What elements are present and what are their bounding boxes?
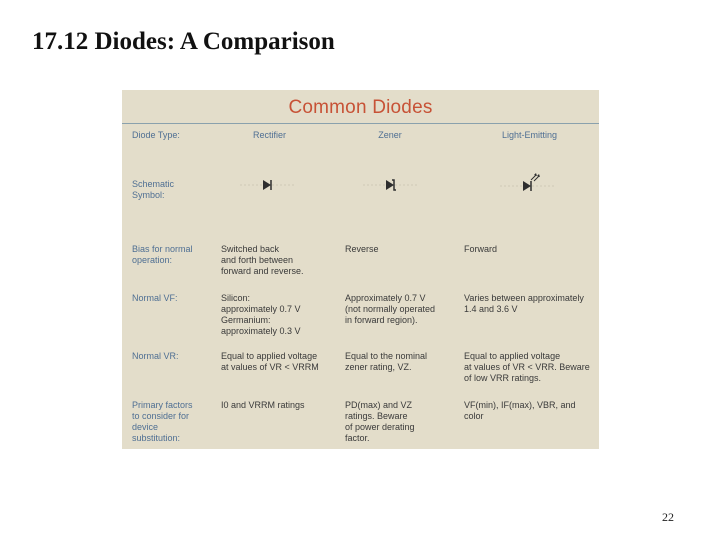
rectifier-vf: Silicon: approximately 0.7 V Germanium: approximately 0.3 V bbox=[221, 293, 301, 336]
rectifier-diode-symbol-icon bbox=[240, 177, 296, 193]
diode-type-label: Diode Type: bbox=[132, 130, 180, 140]
zener-bias: Reverse bbox=[345, 244, 379, 254]
figure-title: Common Diodes bbox=[288, 97, 433, 118]
page-number: 22 bbox=[662, 510, 674, 524]
title-divider bbox=[122, 123, 599, 124]
zener-vf: Approximately 0.7 V (not normally operated in forward region). bbox=[345, 293, 436, 325]
bias-label: Bias for normal operation: bbox=[132, 244, 193, 265]
rectifier-bias: Switched back and forth between forward and reverse. bbox=[221, 244, 304, 276]
factors-label: Primary factors to consider for device substitution: bbox=[132, 400, 193, 443]
zener-diode-symbol-icon bbox=[363, 177, 419, 193]
led-bias: Forward bbox=[464, 244, 498, 254]
zener-factors: PD(max) and VZ ratings. Beware of power derating factor. bbox=[345, 400, 415, 443]
rectifier-factors: I0 and VRRM ratings bbox=[221, 400, 305, 410]
vr-label: Normal VR: bbox=[132, 351, 179, 361]
rectifier-vr: Equal to applied voltage at values of VR < VRRM bbox=[221, 351, 319, 372]
common-diodes-figure bbox=[122, 90, 599, 449]
zener-vr: Equal to the nominal zener rating, VZ. bbox=[345, 351, 428, 372]
vf-label: Normal VF: bbox=[132, 293, 178, 303]
zener-header: Zener bbox=[378, 130, 402, 140]
led-header: Light-Emitting bbox=[501, 130, 558, 140]
slide-title: 17.12 Diodes: A Comparison bbox=[32, 28, 335, 55]
led-factors: VF(min), IF(max), VBR, and color bbox=[464, 400, 576, 421]
led-vf: Varies between approximately 1.4 and 3.6 V bbox=[464, 293, 584, 314]
led-vr: Equal to applied voltage at values of VR < VRR. Beware of low VRR ratings. bbox=[464, 351, 590, 383]
led-symbol-icon bbox=[500, 172, 556, 194]
schematic-symbol-label: Schematic Symbol: bbox=[132, 179, 175, 200]
rectifier-header: Rectifier bbox=[252, 130, 286, 140]
